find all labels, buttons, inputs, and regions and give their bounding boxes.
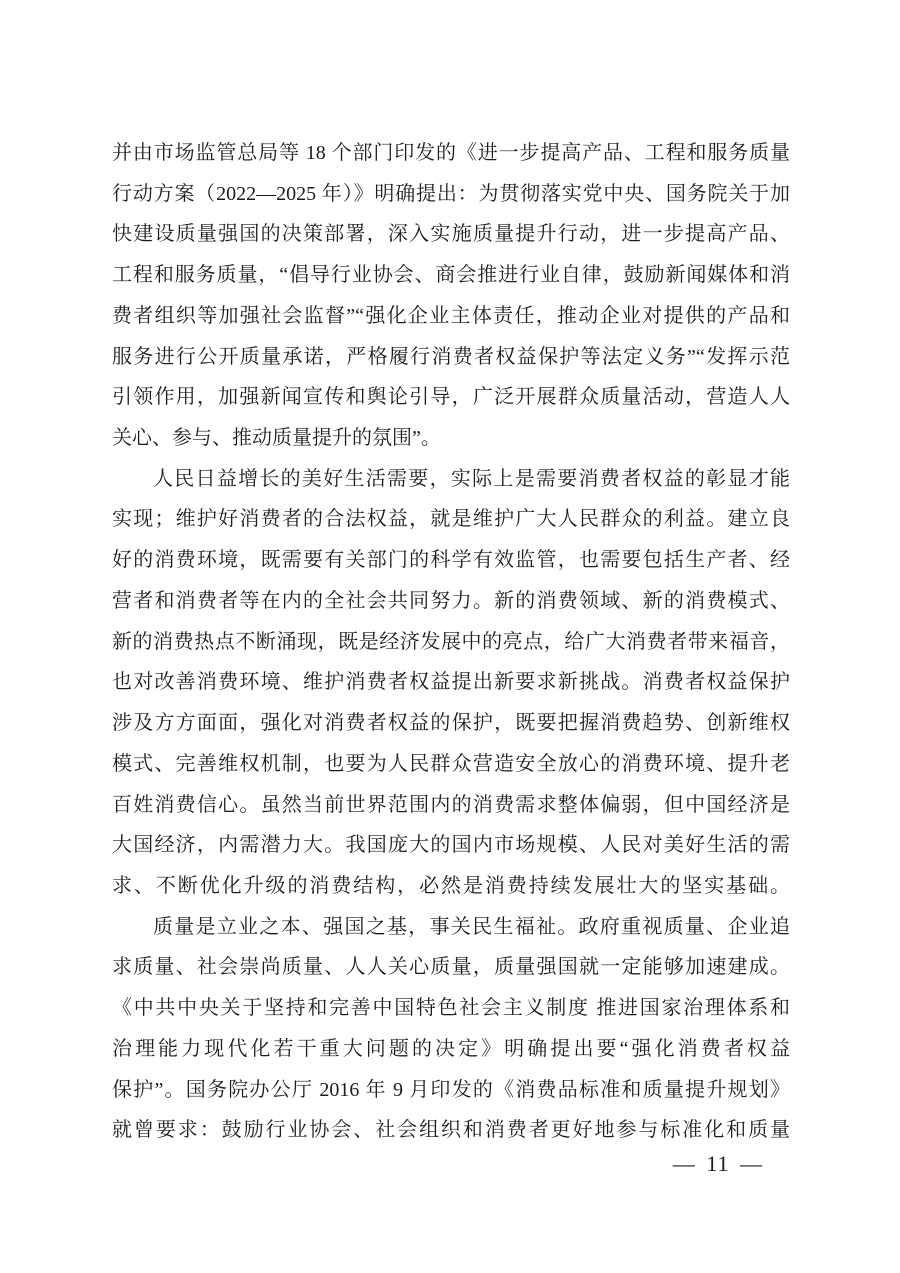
page-number: — 11 —	[672, 1151, 763, 1176]
text-line: 人民日益增长的美好生活需要，实际上是需要消费者权益的彰显才能	[153, 467, 790, 490]
text-line: 求、不断优化升级的消费结构，必然是消费持续发展壮大的坚实基础。	[112, 874, 790, 897]
text-line: 保护”。国务院办公厅 2016 年 9 月印发的《消费品标准和质量提升规划》	[112, 1078, 790, 1101]
text-line: 好的消费环境，既需要有关部门的科学有效监管，也需要包括生产者、经	[112, 549, 790, 572]
text-line: 百姓消费信心。虽然当前世界范围内的消费需求整体偏弱，但中国经济是	[112, 793, 790, 816]
text-line: 实现；维护好消费者的合法权益，就是维护广大人民群众的利益。建立良	[112, 508, 790, 531]
text-line: 关心、参与、推动质量提升的氛围”。	[112, 427, 441, 450]
text-line: 也对改善消费环境、维护消费者权益提出新要求新挑战。消费者权益保护	[112, 671, 790, 694]
text-line: 并由市场监管总局等 18 个部门印发的《进一步提高产品、工程和服务质量	[112, 142, 790, 164]
text-line: 服务进行公开质量承诺，严格履行消费者权益保护等法定义务”“发挥示范	[112, 345, 790, 368]
text-line: 工程和服务质量，“倡导行业协会、商会推进行业自律，鼓励新闻媒体和消	[112, 264, 790, 287]
text-line: 快建设质量强国的决策部署，深入实施质量提升行动，进一步提高产品、	[112, 223, 790, 246]
text-line: 治理能力现代化若干重大问题的决定》明确提出要“强化消费者权益	[112, 1037, 790, 1060]
text-line: 引领作用，加强新闻宣传和舆论引导，广泛开展群众质量活动，营造人人	[112, 386, 790, 409]
text-line: 求质量、社会崇尚质量、人人关心质量，质量强国就一定能够加速建成。	[112, 956, 790, 979]
text-line: 大国经济，内需潜力大。我国庞大的国内市场规模、人民对美好生活的需	[112, 834, 790, 857]
text-line: 新的消费热点不断涌现，既是经济发展中的亮点，给广大消费者带来福音，	[112, 630, 790, 653]
text-line: 涉及方方面面，强化对消费者权益的保护，既要把握消费趋势、创新维权	[112, 712, 790, 735]
text-line: 《中共中央关于坚持和完善中国特色社会主义制度 推进国家治理体系和	[112, 997, 790, 1020]
text-line: 质量是立业之本、强国之基，事关民生福祉。政府重视质量、企业追	[153, 915, 790, 938]
text-line: 费者组织等加强社会监督”“强化企业主体责任，推动企业对提供的产品和	[112, 304, 790, 327]
document-text	[112, 133, 790, 1151]
text-line: 就曾要求：鼓励行业协会、社会组织和消费者更好地参与标准化和质量	[112, 1119, 790, 1142]
text-line: 行动方案（2022—2025 年）》明确提出：为贯彻落实党中央、国务院关于加	[112, 182, 790, 205]
text-line: 模式、完善维权机制，也要为人民群众营造安全放心的消费环境、提升老	[112, 752, 790, 775]
text-line: 营者和消费者等在内的全社会共同努力。新的消费领域、新的消费模式、	[112, 589, 790, 612]
